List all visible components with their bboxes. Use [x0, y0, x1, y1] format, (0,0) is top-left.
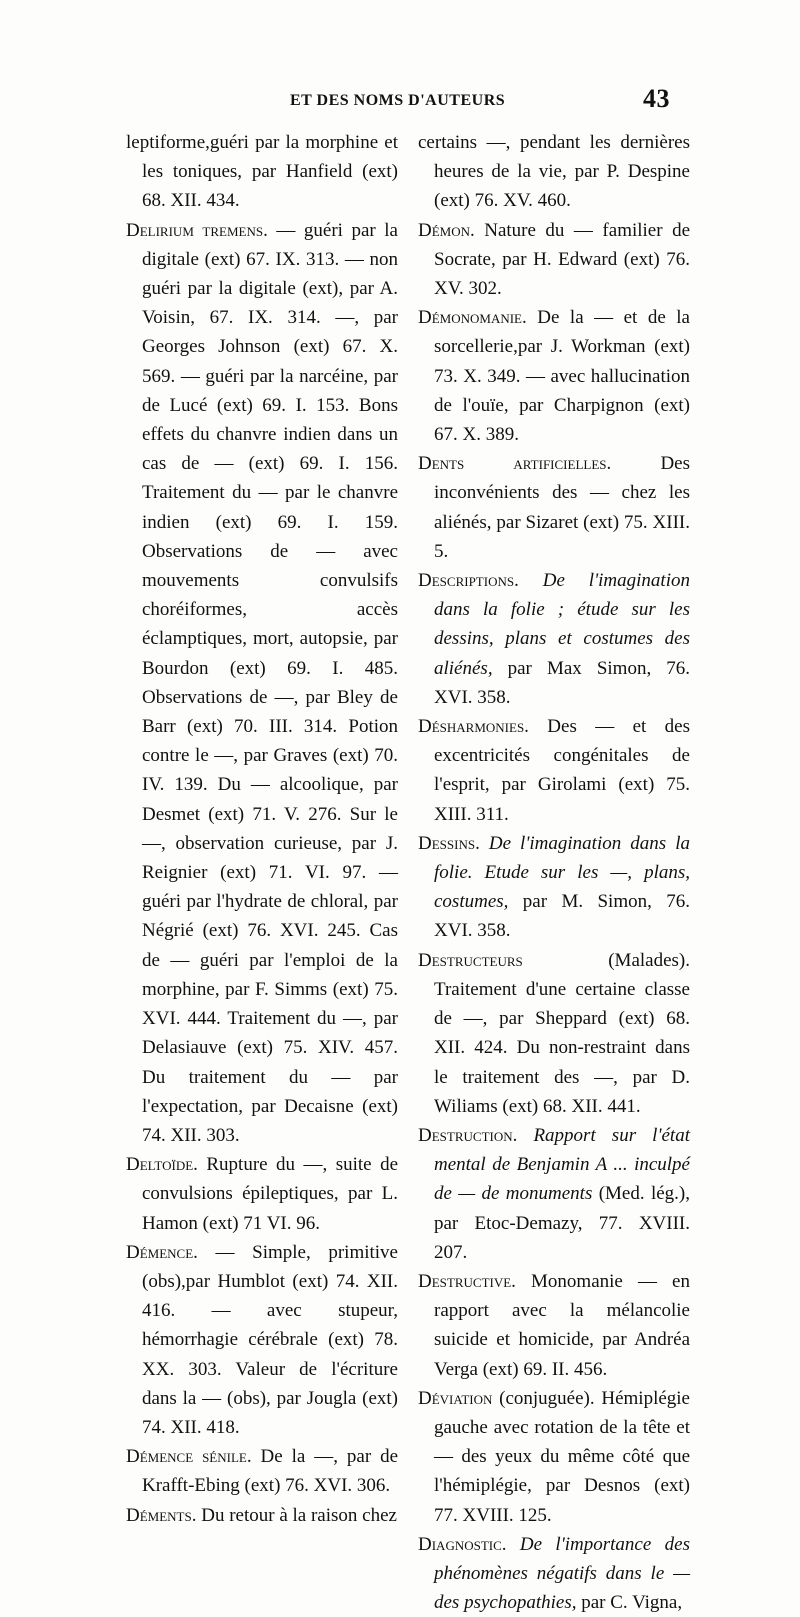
index-entry	[418, 712, 690, 829]
entry-title: De l'imagination dans la folie ; étude sur les dessins, plans et costumes des aliénés,	[434, 570, 690, 679]
entry-title: De l'imagination dans la folie. Etude sur les —, plans, costumes,	[434, 832, 690, 913]
left-column	[126, 128, 398, 1530]
index-entry	[418, 1267, 690, 1384]
entry-heading: Deltoïde.	[126, 1154, 198, 1176]
entry-heading: Dents artificielles.	[418, 453, 612, 475]
entry-text: — Simple, primitive (obs),par Humblot (ext) 74. XII. 416. — avec stupeur, hémorrhagie cérébrale (ext) 78. XX. 303. Valeur de l'écriture dans la — (obs), par Jougla (ext) 74. XII. 418.	[142, 1241, 398, 1438]
entry-text: (conjuguée). Hémiplégie gauche avec rotation de la tête et — des yeux du même côté que l'hémiplégie, par Desnos (ext) 77. XVIII. 125.	[434, 1387, 690, 1526]
entry-text: Rupture du —, suite de convulsions épileptiques, par L. Hamon (ext) 71 VI. 96.	[142, 1154, 398, 1234]
entry-title: De l'importance des phénomènes négatifs dans le — des psychopathies,	[434, 1533, 690, 1614]
index-entry	[126, 1150, 398, 1238]
entry-text: De la — et de la sorcellerie,par J. Workman (ext) 73. X. 349. — avec hallucination de l'ouïe, par Charpignon (ext) 67. X. 389.	[434, 307, 690, 446]
index-entry	[126, 1238, 398, 1442]
entry-heading: Dessins.	[418, 832, 480, 854]
entry-text: certains —, pendant les dernières heures de la vie, par P. Despine (ext) 76. XV. 460.	[418, 132, 690, 212]
entry-heading: Déviation	[418, 1387, 493, 1409]
index-entry	[126, 128, 398, 216]
entry-text: (Malades). Traitement d'une certaine classe de —, par Sheppard (ext) 68. XII. 424. Du non-restraint dans le traitement des —, par D. Wiliams (ext) 68. XII. 441.	[434, 949, 690, 1117]
entry-heading: Diagnostic.	[418, 1533, 507, 1555]
index-entry	[126, 1501, 398, 1530]
right-column	[418, 128, 690, 1617]
entry-text: De la —, par de Krafft-Ebing (ext) 76. XVI. 306.	[142, 1446, 399, 1497]
index-entry	[418, 1530, 690, 1617]
entry-title: Rapport sur l'état mental de Benjamin A ... inculpé de — de monuments	[434, 1124, 690, 1205]
index-entry	[418, 1384, 690, 1530]
index-entry	[418, 566, 690, 712]
index-entry	[418, 946, 690, 1121]
entry-heading: Descriptions.	[418, 570, 519, 592]
entry-text: (Med. lég.), par Etoc-Demazy, 77. XVIII. 207.	[434, 1183, 690, 1263]
running-title: ET DES NOMS D'AUTEURS	[290, 92, 506, 109]
entry-text: par C. Vigna,	[576, 1592, 683, 1614]
entry-heading: Démence.	[126, 1241, 198, 1263]
index-entry	[418, 303, 690, 449]
index-entry	[126, 216, 398, 1151]
entry-heading: Démence sénile.	[126, 1446, 252, 1468]
entry-text: Des — et des excentricités congénitales de l'esprit, par Girolami (ext) 75. XIII. 311.	[434, 716, 690, 825]
index-entry	[418, 829, 690, 946]
index-entry	[418, 449, 690, 566]
entry-heading: Destruction.	[418, 1124, 518, 1146]
entry-heading: Delirium tremens.	[126, 219, 268, 241]
index-entry	[418, 1121, 690, 1267]
entry-heading: Déments.	[126, 1504, 197, 1526]
index-entry	[418, 216, 690, 304]
page-number: 43	[643, 84, 670, 113]
index-entry	[126, 1442, 398, 1500]
entry-text: Des inconvénients des — chez les aliénés, par Sizaret (ext) 75. XIII. 5.	[434, 453, 690, 562]
entry-heading: Démonomanie.	[418, 307, 527, 329]
entry-heading: Destructeurs	[418, 949, 523, 971]
entry-text: Monomanie — en rapport avec la mélancolie suicide et homicide, par Andréa Verga (ext) 69. II. 456.	[434, 1270, 690, 1380]
entry-text: — guéri par la digitale (ext) 67. IX. 313. — non guéri par la digitale (ext), par A. Voisin, 67. IX. 314. —, par Georges Johnson (ext) 67. X. 569. — guéri par la narcéine, par de Lucé (ext) 69. I. 153. Bons effets du chanvre indien dans un cas de — (ext) 69. I. 156. Traitement du — par le chanvre indien (ext) 69. I. 159. Observations de — avec mouvements convulsifs choréiformes, accès éclamptiques, mort, autopsie, par Bourdon (ext) 69. I. 485. Observations de —, par Bley de Barr (ext) 70. III. 314. Potion contre le —, par Graves (ext) 70. IV. 139. Du — alcoolique, par Desmet (ext) 71. V. 276. Sur le —, observation curieuse, par J. Reignier (ext) 71. VI. 97. — guéri par l'hydrate de chloral, par Négrié (ext) 76. XVI. 245. Cas de — guéri par l'emploi de la morphine, par F. Simms (ext) 75. XVI. 444. Traitement du —, par Delasiauve (ext) 75. XIV. 457. Du traitement du — par l'expectation, par Decaisne (ext) 74. XII. 303.	[142, 219, 398, 1146]
entry-text: par M. Simon, 76. XVI. 358.	[434, 891, 690, 942]
index-entry	[418, 128, 690, 216]
entry-text: Du retour à la raison chez	[196, 1504, 397, 1526]
entry-heading: Démon.	[418, 219, 475, 241]
entry-text: par Max Simon, 76. XVI. 358.	[434, 657, 690, 708]
entry-heading: Destructive.	[418, 1270, 516, 1292]
entry-text: Nature du — familier de Socrate, par H. Edward (ext) 76. XV. 302.	[434, 219, 690, 300]
entry-text: leptiforme,guéri par la morphine et les toniques, par Hanfield (ext) 68. XII. 434.	[126, 132, 398, 212]
entry-heading: Désharmonies.	[418, 716, 529, 738]
